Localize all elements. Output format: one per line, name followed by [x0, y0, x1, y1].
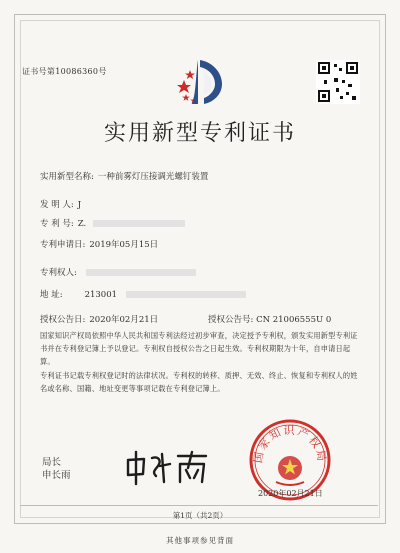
redaction-mark: [93, 220, 185, 227]
grant-paragraph: 国家知识产权局依照中华人民共和国专利法经过初步审查，决定授予专利权，颁发实用新型专利证书并在专利登记簿上予以登记。专利权自授权公告之日起生效。专利权期限为十年，自申请日起算。: [40, 331, 358, 366]
seal-date: 2020年02月21日: [258, 489, 323, 498]
filing-date-row: [40, 238, 158, 250]
utility-model-name-label: 实用新型名称:: [40, 172, 94, 182]
certificate-title: 实用新型专利证书: [103, 121, 296, 146]
inventor-value: J: [77, 200, 82, 210]
address-row: [40, 288, 246, 300]
announcement-number-value: CN 21006555U 0: [256, 315, 332, 325]
utility-model-name-value: 一种前雾灯压接调光螺钉装置: [97, 172, 209, 182]
director-title: 局长: [42, 457, 62, 468]
patent-number-label: 专 利 号:: [40, 219, 74, 229]
authorization-date-value: 2020年02月21日: [89, 315, 159, 325]
footer-divider: [20, 505, 378, 506]
utility-model-name-row: [40, 170, 208, 182]
filing-date-label: 专利申请日:: [40, 240, 86, 250]
patent-number-row: [40, 217, 185, 229]
filing-date-value: 2019年05月15日: [89, 240, 159, 250]
qr-code-icon: [316, 60, 360, 104]
seal-text: 国家知识产权局: [251, 424, 329, 465]
address-label: 地 址:: [40, 290, 63, 300]
certificate-number: 证书号第10086360号: [22, 67, 107, 76]
announcement-number: [208, 313, 331, 325]
announcement-number-label: 授权公告号:: [208, 315, 254, 325]
legal-status-paragraph: 专利证书记载专利权登记时的法律状况。专利权的转移、质押、无效、终止、恢复和专利权人的姓名或名称、国籍、地址变更等事项记载在专利登记簿上。: [40, 371, 358, 393]
authorization-row: [40, 313, 332, 325]
director-block: [42, 456, 71, 482]
authorization-date-label: 授权公告日:: [40, 315, 86, 325]
director-name: 申长雨: [42, 470, 71, 481]
back-side-note: 其他事项参见背面: [166, 536, 234, 545]
patent-holder-row: [40, 266, 196, 278]
redaction-mark: [126, 291, 246, 298]
cnipa-emblem-icon: [172, 54, 228, 106]
inventor-row: [40, 198, 81, 210]
patent-holder-label: 专利权人:: [40, 268, 77, 278]
address-value: 213001: [84, 290, 118, 300]
page-number: 第1页（共2页）: [172, 511, 228, 520]
patent-number-value: Z.: [77, 219, 87, 229]
redaction-mark: [86, 269, 196, 276]
director-signature-icon: [122, 448, 212, 486]
inventor-label: 发 明 人:: [40, 200, 74, 210]
